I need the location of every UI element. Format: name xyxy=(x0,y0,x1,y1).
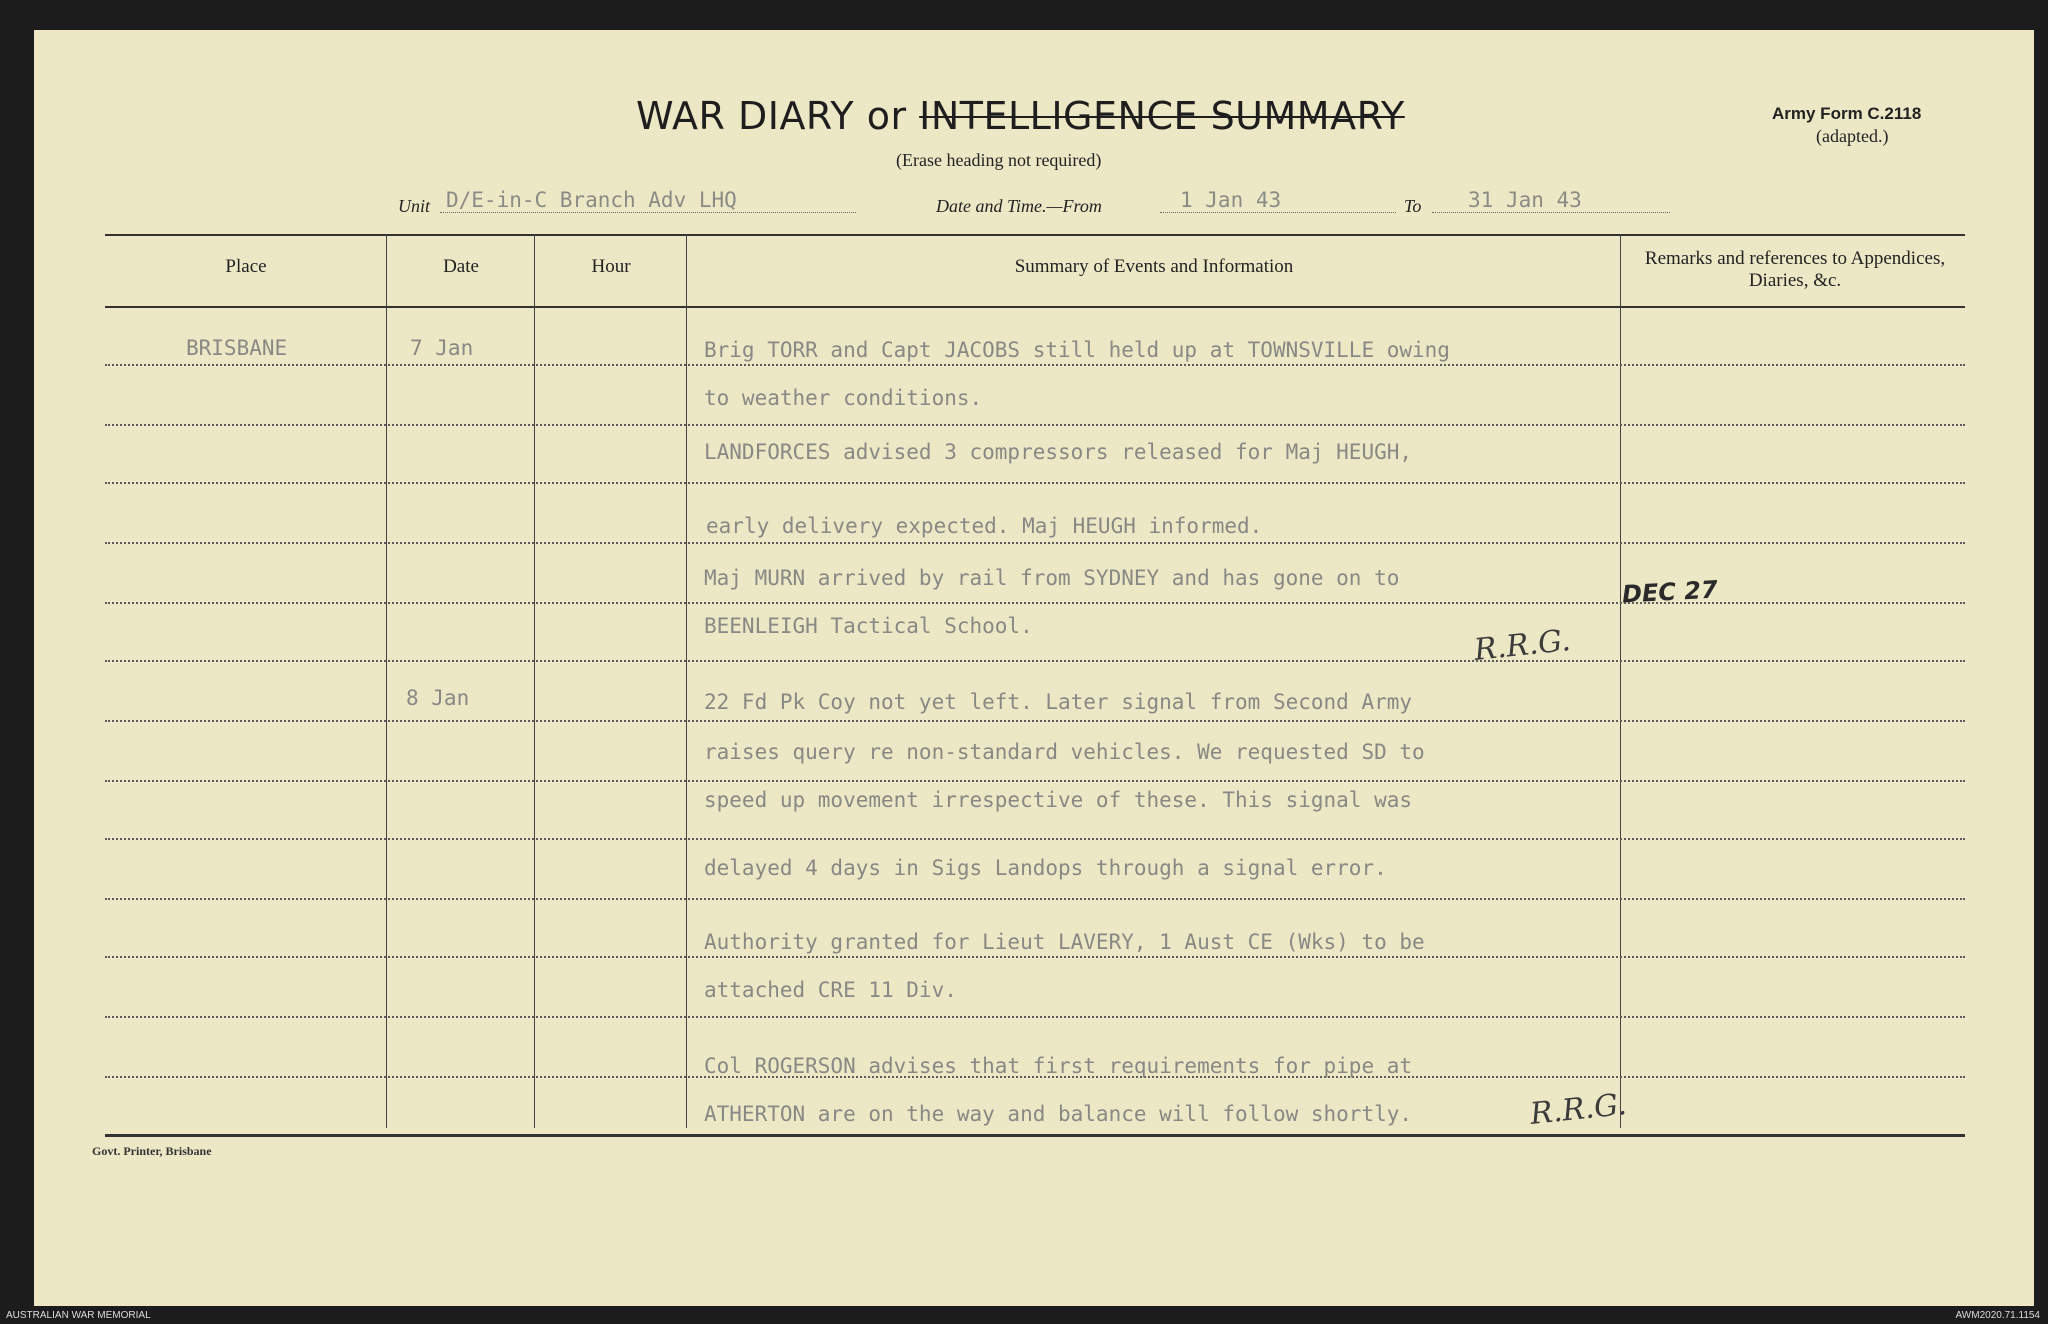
col-divider-hour xyxy=(686,234,687,1128)
colhead-summary: Summary of Events and Information xyxy=(1014,256,1294,277)
row-rule xyxy=(105,838,1965,840)
unit-value: D/E-in-C Branch Adv LHQ xyxy=(446,188,737,212)
to-label: To xyxy=(1404,196,1422,216)
page-title xyxy=(636,94,1405,138)
header-bottom-rule xyxy=(105,306,1965,308)
printer-credit: Govt. Printer, Brisbane xyxy=(92,1144,212,1158)
title-main: WAR DIARY or xyxy=(636,94,920,138)
row-rule xyxy=(105,542,1965,544)
from-value: 1 Jan 43 xyxy=(1180,188,1282,212)
summary-line: to weather conditions. xyxy=(704,386,983,410)
form-number: Army Form C.2118 xyxy=(1772,104,1922,123)
to-underline xyxy=(1432,212,1670,213)
signature: R.R.G. xyxy=(1528,1087,1629,1132)
unit-label: Unit xyxy=(398,196,431,216)
summary-line: attached CRE 11 Div. xyxy=(704,978,957,1002)
colhead-date: Date xyxy=(443,256,479,277)
summary-line: ATHERTON are on the way and balance will follow shortly. xyxy=(704,1102,1413,1126)
date-label: Date and Time.—From xyxy=(936,196,1102,216)
summary-line: early delivery expected. Maj HEUGH informed. xyxy=(706,514,1263,538)
row-rule xyxy=(105,482,1965,484)
col-divider-summary xyxy=(1620,234,1621,1128)
row-rule xyxy=(105,364,1965,366)
row-rule xyxy=(105,424,1965,426)
date-cell: 8 Jan xyxy=(406,686,470,710)
place-cell: BRISBANE xyxy=(186,336,288,360)
archive-credit: AUSTRALIAN WAR MEMORIAL xyxy=(6,1310,151,1321)
summary-line: 22 Fd Pk Coy not yet left. Later signal from Second Army xyxy=(704,690,1413,714)
date-cell: 7 Jan xyxy=(410,336,474,360)
table-top-rule xyxy=(105,234,1965,236)
col-divider-place xyxy=(386,234,387,1128)
from-underline xyxy=(1160,212,1396,213)
summary-line: Brig TORR and Capt JACOBS still held up at TOWNSVILLE owing xyxy=(704,338,1450,362)
col-divider-date xyxy=(534,234,535,1128)
row-rule xyxy=(105,898,1965,900)
colhead-hour: Hour xyxy=(591,256,631,277)
row-rule xyxy=(105,780,1965,782)
title-struck: INTELLIGENCE SUMMARY xyxy=(919,94,1405,138)
summary-line: speed up movement irrespective of these. This signal was xyxy=(704,788,1413,812)
summary-line: BEENLEIGH Tactical School. xyxy=(704,614,1033,638)
summary-line: LANDFORCES advised 3 compressors released for Maj HEUGH, xyxy=(704,440,1413,464)
erase-note: (Erase heading not required) xyxy=(896,150,1102,170)
signature: R.R.G. xyxy=(1472,623,1573,668)
colhead-place: Place xyxy=(225,256,267,277)
summary-line: Authority granted for Lieut LAVERY, 1 Aust CE (Wks) to be xyxy=(704,930,1425,954)
colhead-remarks: Remarks and references to Appendices, Diaries, &c. xyxy=(1644,248,1946,291)
summary-line: delayed 4 days in Sigs Landops through a signal error. xyxy=(704,856,1387,880)
row-rule xyxy=(105,720,1965,722)
row-rule xyxy=(105,660,1965,662)
remark-cell: DEC 27 xyxy=(1621,575,1719,609)
row-rule xyxy=(105,1016,1965,1018)
summary-line: Maj MURN arrived by rail from SYDNEY and has gone on to xyxy=(704,566,1400,590)
archive-id: AWM2020.71.1154 xyxy=(1955,1310,2040,1321)
row-rule xyxy=(105,956,1965,958)
form-note: (adapted.) xyxy=(1816,126,1889,146)
unit-underline xyxy=(440,212,856,213)
summary-line: Col ROGERSON advises that first requirements for pipe at xyxy=(704,1054,1413,1078)
table-bottom-rule xyxy=(105,1134,1965,1137)
summary-line: raises query re non-standard vehicles. We requested SD to xyxy=(704,740,1425,764)
to-value: 31 Jan 43 xyxy=(1468,188,1582,212)
